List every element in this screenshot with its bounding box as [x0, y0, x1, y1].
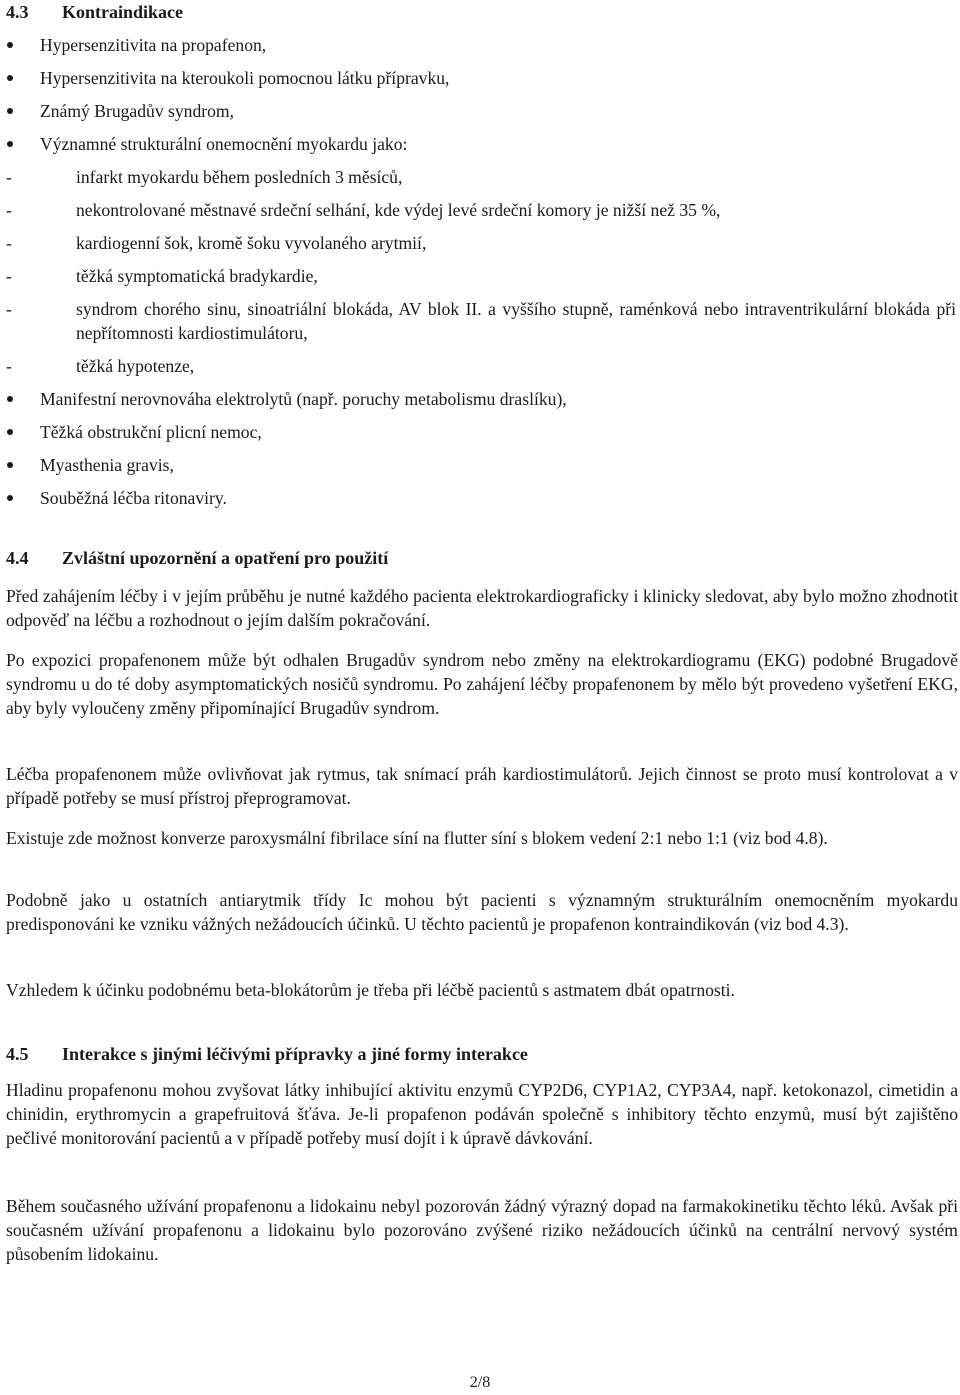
- list-item: Známý Brugadův syndrom,: [40, 101, 234, 121]
- list-item: Myasthenia gravis,: [40, 455, 174, 475]
- sub-list-item: - kardiogenní šok, kromě šoku vyvolaného arytmií,: [6, 233, 427, 253]
- section-title: Interakce s jinými léčivými přípravky a jiné formy interakce: [62, 1044, 528, 1064]
- dash-marker: -: [6, 167, 12, 187]
- section-heading-4-3: [6, 0, 183, 24]
- list-item: Hypersenzitivita na propafenon,: [40, 35, 267, 55]
- section-heading-4-5: [6, 1042, 528, 1066]
- sub-list-item: - infarkt myokardu během posledních 3 měsíců,: [6, 167, 403, 187]
- page-number: 2/8: [469, 1374, 491, 1391]
- sub-list-item: - těžká symptomatická bradykardie,: [6, 266, 318, 286]
- paragraph: Podobně jako u ostatních antiarytmik třídy Ic mohou být pacienti s významným strukturálním onemocněním myokardu predisponováni ke vzniku vážných nežádoucích účinků. U těchto pacientů je propafenon kontraindikován (viz bod 4.3).: [6, 890, 958, 934]
- section-number: 4.3: [6, 2, 29, 22]
- dash-marker: -: [6, 299, 12, 319]
- paragraph: Hladinu propafenonu mohou zvyšovat látky inhibující aktivitu enzymů CYP2D6, CYP1A2, CYP3A4, např. ketokonazol, cimetidin a chinidin, erythromycin a grapefruitová šťáva. Je-li propafenon podáván společně s inhibitory těchto enzymů, musí být zajištěno pečlivé monitorování pacientů a v případě potřeby musí dojít i k úpravě dávkování.: [6, 1080, 958, 1148]
- section-title: Zvláštní upozornění a opatření pro použití: [62, 548, 389, 568]
- dash-marker: -: [6, 266, 12, 286]
- paragraph: Existuje zde možnost konverze paroxysmální fibrilace síní na flutter síní s blokem vedení 2:1 nebo 1:1 (viz bod 4.8).: [6, 828, 828, 848]
- list-item: Manifestní nerovnováha elektrolytů (např. poruchy metabolismu draslíku),: [40, 389, 567, 409]
- list-item: Souběžná léčba ritonaviry.: [40, 488, 227, 508]
- list-item: Hypersenzitivita na kteroukoli pomocnou látku přípravku,: [40, 68, 450, 88]
- dash-marker: -: [6, 200, 12, 220]
- list-item: Těžká obstrukční plicní nemoc,: [40, 422, 262, 442]
- list-item: Významné strukturální onemocnění myokardu jako:: [40, 134, 408, 154]
- section-heading-4-4: [6, 546, 388, 570]
- contraindication-list: [6, 33, 956, 519]
- dash-marker: -: [6, 356, 12, 376]
- sub-list-item: - syndrom chorého sinu, sinoatriální blokáda, AV blok II. a vyššího stupně, raménková nebo intraventrikulární blokáda při nepřítomnosti kardiostimulátoru,: [6, 299, 956, 343]
- sub-list-item: - nekontrolované městnavé srdeční selhání, kde výdej levé srdeční komory je nižší než 35 %,: [6, 200, 721, 220]
- paragraph: Před zahájením léčby i v jejím průběhu je nutné každého pacienta elektrokardiograficky i klinicky sledovat, aby bylo možno zhodnotit odpověď na léčbu a rozhodnout o jejím dalším pokračování.: [6, 586, 958, 630]
- dash-marker: -: [6, 233, 12, 253]
- paragraph: Během současného užívání propafenonu a lidokainu nebyl pozorován žádný výrazný dopad na farmakokinetiku těchto léků. Avšak při současném užívání propafenonu a lidokainu bylo pozorováno zvýšené riziko nežádoucích účinků na centrální nervový systém působením lidokainu.: [6, 1196, 958, 1264]
- paragraph: Vzhledem k účinku podobnému beta-blokátorům je třeba při léčbě pacientů s astmatem dbát opatrnosti.: [6, 980, 735, 1000]
- section-number: 4.5: [6, 1044, 29, 1064]
- section-title: Kontraindikace: [62, 2, 184, 22]
- paragraph: Léčba propafenonem může ovlivňovat jak rytmus, tak snímací práh kardiostimulátorů. Jejich činnost se proto musí kontrolovat a v případě potřeby se musí přístroj přeprogramovat.: [6, 764, 958, 808]
- paragraph: Po expozici propafenonem může být odhalen Brugadův syndrom nebo změny na elektrokardiogramu (EKG) podobné Brugadově syndromu u do té doby asymptomatických nosičů syndromu. Po zahájení léčby propafenonem by mělo být provedeno vyšetření EKG, aby byly vyloučeny změny připomínající Brugadův syndrom.: [6, 650, 958, 718]
- section-number: 4.4: [6, 548, 29, 568]
- sub-list-item: - těžká hypotenze,: [6, 356, 195, 376]
